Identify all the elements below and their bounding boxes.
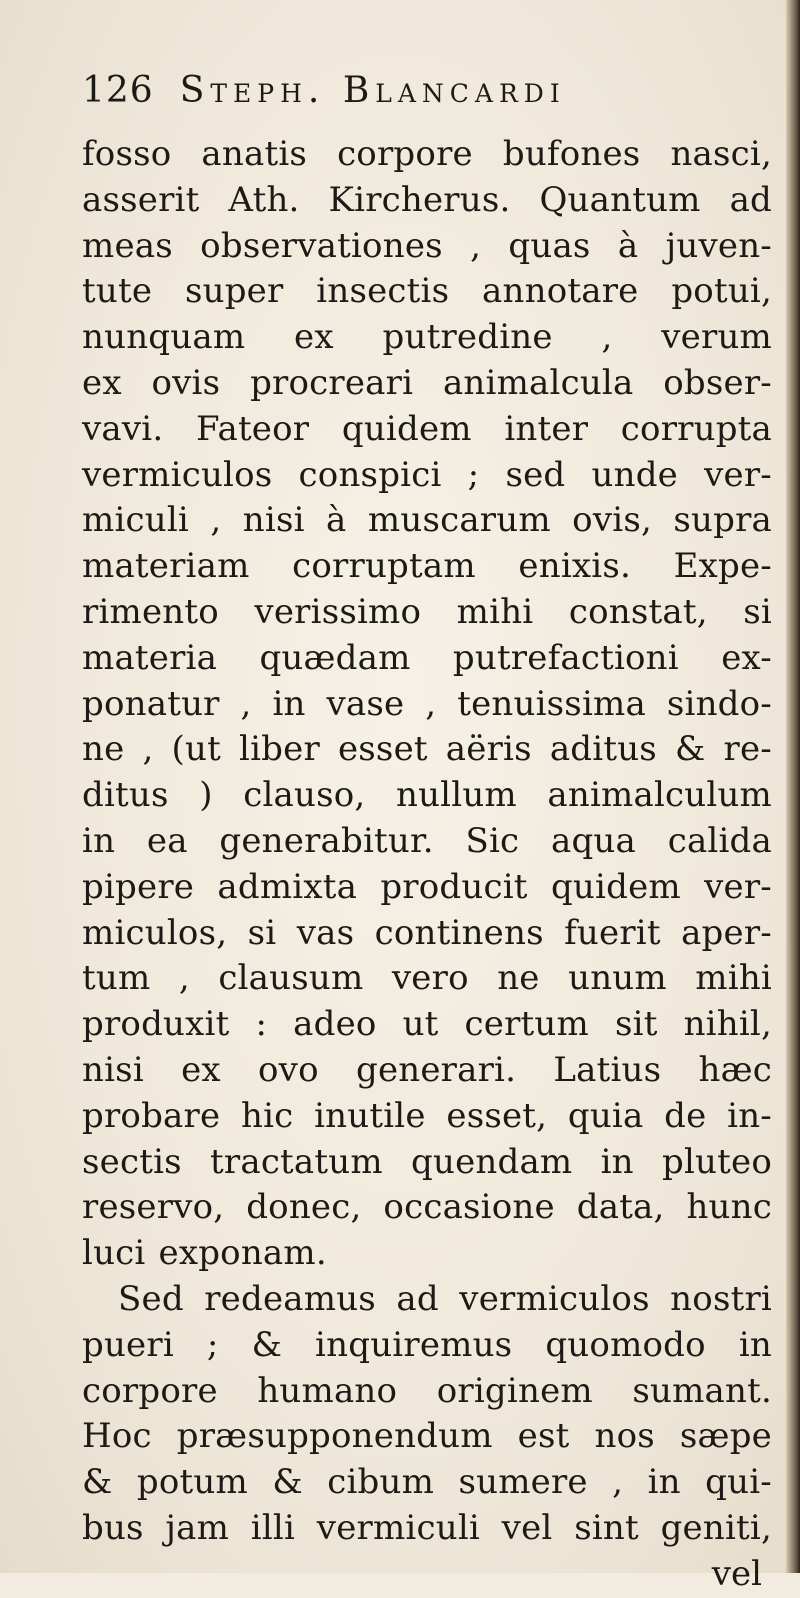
running-title: Steph. Blancardi [179,70,566,111]
text-line: asserit Ath. Kircherus. Quantum ad [82,179,772,220]
text-line: Hoc præsupponendum est nos sæpe [82,1416,772,1457]
text-line: materiam corruptam enixis. Expe- [82,546,772,587]
text-line: rimento verissimo mihi constat, si [82,591,772,632]
text-line: nisi ex ovo generari. Latius hæc [82,1049,772,1090]
text-line: pipere admixta producit quidem ver- [82,866,772,907]
page-number: 126 [82,70,154,111]
text-line: ditus ) clauso, nullum animalculum [82,775,772,816]
text-line: sectis tractatum quendam in pluteo [82,1141,772,1182]
text-line: ponatur , in vase , tenuissima sindo- [82,683,772,724]
text-line: materia quædam putrefactioni ex- [82,637,772,678]
catchword: vel [711,1553,762,1594]
text-line: nunquam ex putredine , verum [82,317,772,358]
text-line: tum , clausum vero ne unum mihi [82,958,772,999]
text-line: & potum & cibum sumere , in qui- [82,1462,772,1503]
body-text [82,132,772,1552]
page-gutter-shadow [786,0,800,1573]
text-line: miculos, si vas continens fuerit aper- [82,912,772,953]
text-line: probare hic inutile esset, quia de in- [82,1095,772,1136]
text-line: ex ovis procreari animalcula obser- [82,362,772,403]
text-line-paragraph-start: Sed redeamus ad vermiculos nostri [118,1278,772,1319]
text-line-paragraph-end: luci exponam. [82,1233,327,1274]
text-line: fosso anatis corpore bufones nasci, [82,134,772,174]
text-line: bus jam illi vermiculi vel sint geniti, [82,1507,772,1548]
text-line: miculi , nisi à muscarum ovis, supra [82,500,772,541]
running-header [82,70,772,132]
text-block [82,70,772,1598]
text-line: corpore humano originem sumant. [82,1370,772,1411]
text-line: vermiculos conspici ; sed unde ver- [82,454,772,495]
text-line: in ea generabitur. Sic aqua calida [82,820,772,861]
text-line: reservo, donec, occasione data, hunc [82,1187,772,1228]
text-line: tute super insectis annotare potui, [82,271,772,312]
text-line: meas observationes , quas à juven- [82,225,772,266]
text-line: vavi. Fateor quidem inter corrupta [82,408,772,449]
text-line: ne , (ut liber esset aëris aditus & re- [82,729,772,770]
text-line: pueri ; & inquiremus quomodo in [82,1324,772,1365]
text-line: produxit : adeo ut certum sit nihil, [82,1004,772,1045]
